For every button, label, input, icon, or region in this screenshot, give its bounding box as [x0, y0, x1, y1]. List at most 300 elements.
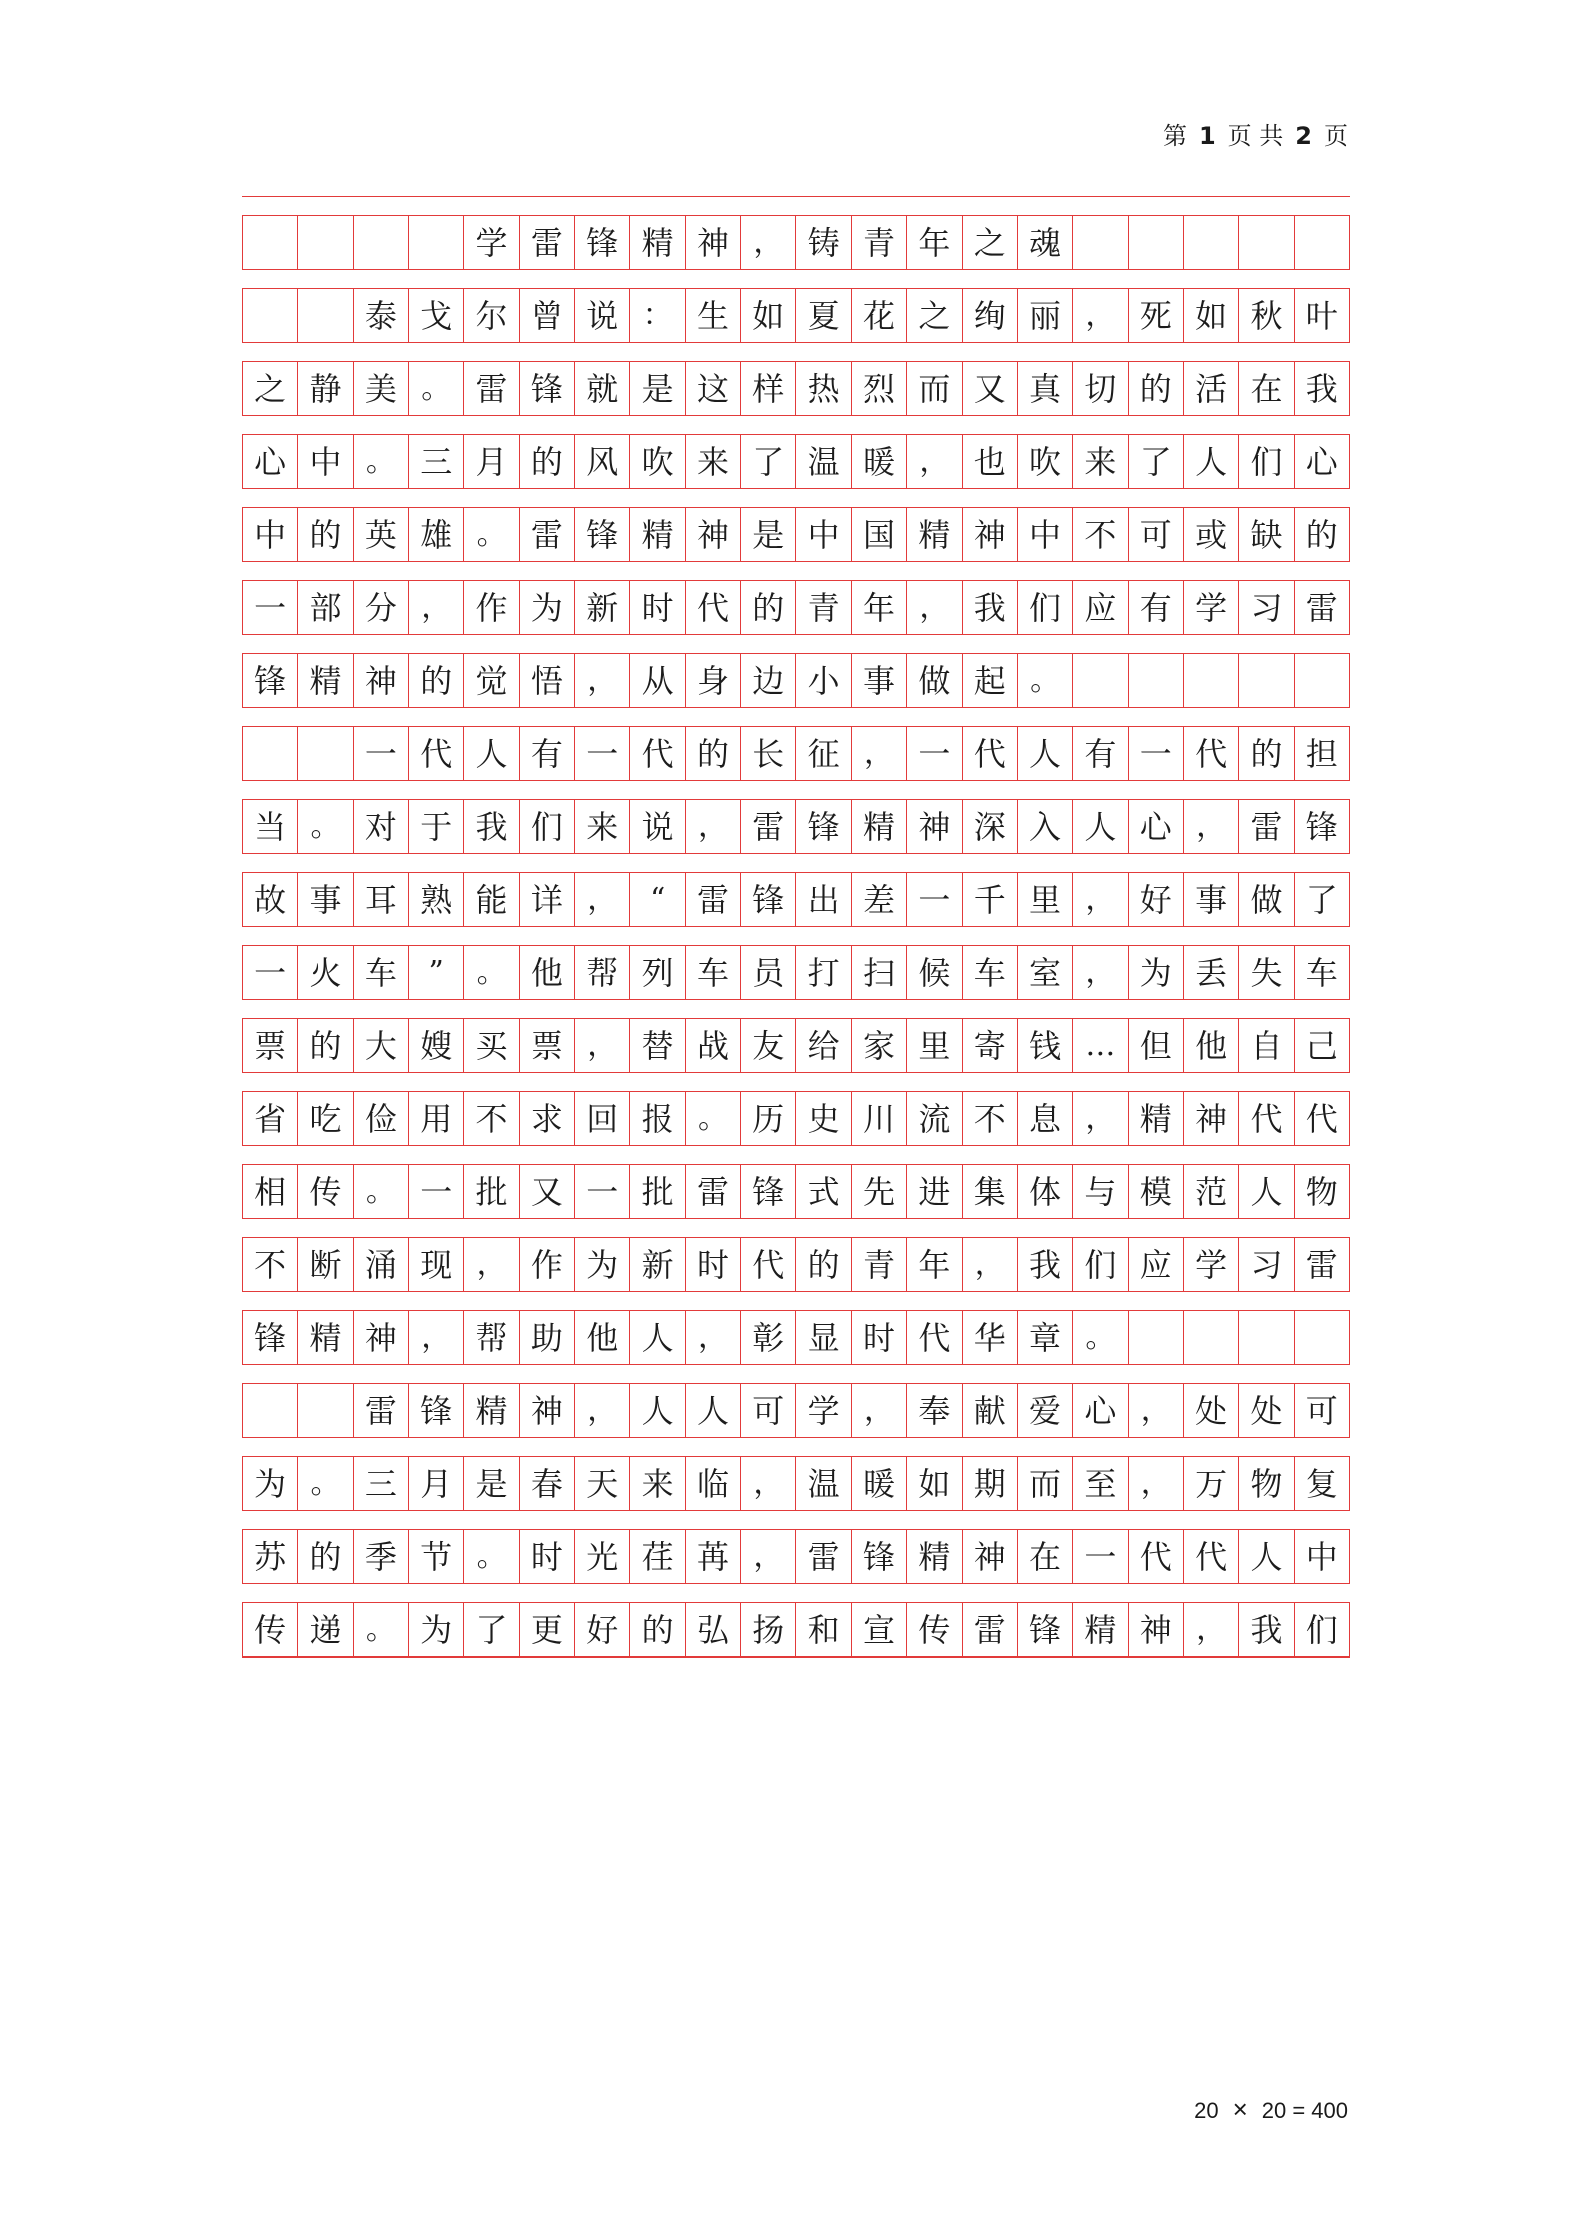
- grid-cell: 也: [963, 435, 1018, 488]
- grid-cell: 作: [520, 1238, 575, 1291]
- grid-cell: 死: [1129, 289, 1184, 342]
- grid-cell: 人: [686, 1384, 741, 1437]
- grid-gap: [242, 781, 1350, 800]
- grid-cell: 不: [464, 1092, 519, 1145]
- page-indicator: [1163, 116, 1348, 151]
- grid-cell: 一: [243, 946, 298, 999]
- grid-cell: 样: [741, 362, 796, 415]
- grid-cell: 中: [1018, 508, 1073, 561]
- grid-row: [242, 508, 1350, 562]
- grid-cell: 人: [1073, 800, 1128, 853]
- grid-gap: [242, 1219, 1350, 1238]
- grid-cell: 天: [575, 1457, 630, 1510]
- grid-cell: “: [630, 873, 685, 926]
- grid-size-note: [1194, 2094, 1348, 2125]
- grid-cell: 报: [630, 1092, 685, 1145]
- grid-cell: 我: [464, 800, 519, 853]
- grid-cell: 批: [464, 1165, 519, 1218]
- grid-cell: 花: [852, 289, 907, 342]
- grid-cell: ，: [741, 1457, 796, 1510]
- grid-cell: 神: [354, 1311, 409, 1364]
- grid-cell: 断: [298, 1238, 353, 1291]
- grid-cell: 代: [686, 581, 741, 634]
- grid-cell: 我: [963, 581, 1018, 634]
- grid-cell: 是: [464, 1457, 519, 1510]
- grid-cell: 神: [1184, 1092, 1239, 1145]
- grid-row: [242, 1384, 1350, 1438]
- grid-cell: 神: [354, 654, 409, 707]
- grid-cell: 又: [520, 1165, 575, 1218]
- grid-cell: 的: [409, 654, 464, 707]
- grid-cell: 锋: [741, 873, 796, 926]
- grid-cell: 锋: [520, 362, 575, 415]
- grid-row: [242, 800, 1350, 854]
- grid-cell: 担: [1295, 727, 1350, 780]
- grid-cell: 万: [1184, 1457, 1239, 1510]
- grid-cell: 可: [741, 1384, 796, 1437]
- grid-cell: ，: [1073, 1092, 1128, 1145]
- grid-cell: 先: [852, 1165, 907, 1218]
- grid-row: [242, 654, 1350, 708]
- grid-cell: 泰: [354, 289, 409, 342]
- grid-cell: ，: [1073, 946, 1128, 999]
- grid-cell: 物: [1239, 1457, 1294, 1510]
- grid-cell: 做: [907, 654, 962, 707]
- grid-cell: 做: [1239, 873, 1294, 926]
- grid-cell: 温: [796, 1457, 851, 1510]
- grid-cell: 又: [963, 362, 1018, 415]
- grid-gap: [242, 1073, 1350, 1092]
- grid-cell: 们: [520, 800, 575, 853]
- grid-cell: 精: [1129, 1092, 1184, 1145]
- grid-cell: 心: [243, 435, 298, 488]
- grid-cell: 吃: [298, 1092, 353, 1145]
- grid-cell: 于: [409, 800, 464, 853]
- grid-cell: 锋: [1295, 800, 1350, 853]
- grid-cell: 帮: [575, 946, 630, 999]
- grid-cell: ，: [575, 1384, 630, 1437]
- grid-cell: 模: [1129, 1165, 1184, 1218]
- grid-cell: 尔: [464, 289, 519, 342]
- grid-cell: 烈: [852, 362, 907, 415]
- grid-cell: 爱: [1018, 1384, 1073, 1437]
- grid-cell: 票: [520, 1019, 575, 1072]
- grid-cell: 心: [1073, 1384, 1128, 1437]
- grid-gap: [242, 635, 1350, 654]
- grid-cell: 是: [741, 508, 796, 561]
- grid-cell: [298, 216, 353, 269]
- grid-cell: 代: [630, 727, 685, 780]
- grid-cell: 吹: [1018, 435, 1073, 488]
- grid-cell: 票: [243, 1019, 298, 1072]
- grid-cell: 魂: [1018, 216, 1073, 269]
- grid-cell: [1239, 1311, 1294, 1364]
- grid-cell: 弘: [686, 1603, 741, 1656]
- grid-cell: 息: [1018, 1092, 1073, 1145]
- grid-cell: [1295, 654, 1350, 707]
- grid-cell: 川: [852, 1092, 907, 1145]
- grid-cell: ，: [907, 581, 962, 634]
- grid-cell: 习: [1239, 1238, 1294, 1291]
- grid-cell: 神: [686, 216, 741, 269]
- grid-cell: 夏: [796, 289, 851, 342]
- grid-cell: 吹: [630, 435, 685, 488]
- grid-cell: ，: [1184, 1603, 1239, 1656]
- grid-row: [242, 581, 1350, 635]
- grid-gap: [242, 270, 1350, 289]
- grid-cell: 时: [686, 1238, 741, 1291]
- grid-cell: 精: [630, 216, 685, 269]
- grid-cell: 神: [963, 1530, 1018, 1583]
- grid-cell: 在: [1239, 362, 1294, 415]
- grid-cell: 温: [796, 435, 851, 488]
- grid-cell: [1129, 216, 1184, 269]
- grid-cell: 的: [298, 508, 353, 561]
- grid-cell: 一: [243, 581, 298, 634]
- grid-cell: 车: [1295, 946, 1350, 999]
- grid-cell: ，: [575, 873, 630, 926]
- grid-cell: 一: [575, 727, 630, 780]
- grid-cell: 的: [1295, 508, 1350, 561]
- grid-cell: 锋: [741, 1165, 796, 1218]
- grid-cell: 体: [1018, 1165, 1073, 1218]
- grid-cell: 光: [575, 1530, 630, 1583]
- grid-cell: ，: [575, 1019, 630, 1072]
- grid-cell: ，: [852, 727, 907, 780]
- grid-cell: 雷: [741, 800, 796, 853]
- grid-cell: 戈: [409, 289, 464, 342]
- grid-cell: 说: [575, 289, 630, 342]
- grid-cell: 的: [1129, 362, 1184, 415]
- grid-cell: 有: [1073, 727, 1128, 780]
- grid-cell: 觉: [464, 654, 519, 707]
- grid-cell: 献: [963, 1384, 1018, 1437]
- grid-cell: 室: [1018, 946, 1073, 999]
- grid-cell: 一: [575, 1165, 630, 1218]
- grid-cell: 省: [243, 1092, 298, 1145]
- grid-gap: [242, 489, 1350, 508]
- grid-cell: 而: [1018, 1457, 1073, 1510]
- grid-cell: 处: [1239, 1384, 1294, 1437]
- grid-cell: 锋: [243, 654, 298, 707]
- grid-cell: [1239, 654, 1294, 707]
- grid-cell: 神: [907, 800, 962, 853]
- grid-cell: 而: [907, 362, 962, 415]
- grid-cell: 雷: [686, 873, 741, 926]
- grid-cell: 章: [1018, 1311, 1073, 1364]
- grid-cell: 身: [686, 654, 741, 707]
- grid-cell: 们: [1018, 581, 1073, 634]
- grid-cell: 悟: [520, 654, 575, 707]
- grid-cell: 小: [796, 654, 851, 707]
- grid-row: [242, 946, 1350, 1000]
- grid-cell: ，: [1129, 1384, 1184, 1437]
- grid-cell: 。: [298, 800, 353, 853]
- grid-cell: 之: [963, 216, 1018, 269]
- grid-cell: 。: [1018, 654, 1073, 707]
- grid-cell: 学: [1184, 581, 1239, 634]
- page-current: 1: [1198, 122, 1216, 150]
- grid-row: [242, 1457, 1350, 1511]
- grid-cell: 批: [630, 1165, 685, 1218]
- grid-cell: 人: [630, 1311, 685, 1364]
- grid-cell: 青: [796, 581, 851, 634]
- grid-cell: 神: [520, 1384, 575, 1437]
- grid-cell: 苒: [686, 1530, 741, 1583]
- grid-cell: 的: [298, 1530, 353, 1583]
- grid-cell: 雷: [354, 1384, 409, 1437]
- grid-gap: [242, 927, 1350, 946]
- grid-cell: 我: [1018, 1238, 1073, 1291]
- grid-cell: 暖: [852, 1457, 907, 1510]
- grid-cell: 精: [298, 1311, 353, 1364]
- grid-cell: 他: [575, 1311, 630, 1364]
- grid-cell: 俭: [354, 1092, 409, 1145]
- grid-cell: 生: [686, 289, 741, 342]
- grid-cell: 集: [963, 1165, 1018, 1218]
- grid-cell: 中: [243, 508, 298, 561]
- grid-cell: 奉: [907, 1384, 962, 1437]
- grid-cell: 国: [852, 508, 907, 561]
- grid-gap: [242, 416, 1350, 435]
- grid-row: [242, 1019, 1350, 1073]
- grid-cell: 的: [796, 1238, 851, 1291]
- grid-cell: 有: [520, 727, 575, 780]
- grid-cell: 式: [796, 1165, 851, 1218]
- grid-cell: 好: [1129, 873, 1184, 926]
- grid-cell: [243, 727, 298, 780]
- grid-row: [242, 1311, 1350, 1365]
- grid-cell: 之: [907, 289, 962, 342]
- grid-cell: 史: [796, 1092, 851, 1145]
- grid-cell: 出: [796, 873, 851, 926]
- grid-cell: 不: [963, 1092, 1018, 1145]
- grid-cell: 锋: [409, 1384, 464, 1437]
- grid-row: [242, 216, 1350, 270]
- grid-cell: 列: [630, 946, 685, 999]
- grid-cell: 好: [575, 1603, 630, 1656]
- grid-cell: 风: [575, 435, 630, 488]
- grid-cell: 物: [1295, 1165, 1350, 1218]
- grid-cell: 心: [1295, 435, 1350, 488]
- grid-cell: 。: [409, 362, 464, 415]
- grid-cell: 静: [298, 362, 353, 415]
- grid-cell: [298, 289, 353, 342]
- grid-row: [242, 289, 1350, 343]
- grid-cell: 新: [575, 581, 630, 634]
- grid-cell: 能: [464, 873, 519, 926]
- grid-cell: 如: [1184, 289, 1239, 342]
- grid-cell: 扬: [741, 1603, 796, 1656]
- grid-cell: [243, 289, 298, 342]
- grid-cell: 差: [852, 873, 907, 926]
- grid-cell: 部: [298, 581, 353, 634]
- grid-gap: [242, 1584, 1350, 1603]
- grid-cell: 锋: [852, 1530, 907, 1583]
- grid-cell: 荏: [630, 1530, 685, 1583]
- grid-cell: 人: [1239, 1530, 1294, 1583]
- grid-cell: 雷: [520, 508, 575, 561]
- grid-cell: 华: [963, 1311, 1018, 1364]
- grid-cell: 一: [1073, 1530, 1128, 1583]
- grid-cell: 三: [409, 435, 464, 488]
- grid-cell: 之: [243, 362, 298, 415]
- grid-cell: 征: [796, 727, 851, 780]
- grid-cell: 时: [852, 1311, 907, 1364]
- grid-gap: [242, 1292, 1350, 1311]
- grid-cell: …: [1073, 1019, 1128, 1072]
- grid-cell: 是: [630, 362, 685, 415]
- grid-cell: 的: [686, 727, 741, 780]
- grid-cell: 的: [630, 1603, 685, 1656]
- grid-cell: [1239, 216, 1294, 269]
- grid-cell: 帮: [464, 1311, 519, 1364]
- grid-cell: 复: [1295, 1457, 1350, 1510]
- grid-cell: 入: [1018, 800, 1073, 853]
- grid-cell: ，: [907, 435, 962, 488]
- grid-cell: 三: [354, 1457, 409, 1510]
- grid-cell: 秋: [1239, 289, 1294, 342]
- grid-cell: 一: [409, 1165, 464, 1218]
- grid-cell: 雷: [1295, 1238, 1350, 1291]
- grid-cell: 为: [409, 1603, 464, 1656]
- grid-cell: 人: [630, 1384, 685, 1437]
- grid-cell: 中: [298, 435, 353, 488]
- grid-gap: [242, 1146, 1350, 1165]
- grid-cell: 寄: [963, 1019, 1018, 1072]
- grid-cell: 人: [1018, 727, 1073, 780]
- grid-cell: [1184, 1311, 1239, 1364]
- grid-cell: 涌: [354, 1238, 409, 1291]
- grid-cell: 年: [907, 216, 962, 269]
- grid-cell: 活: [1184, 362, 1239, 415]
- grid-cell: 来: [686, 435, 741, 488]
- page-prefix: 第: [1162, 122, 1187, 150]
- grid-cell: 但: [1129, 1019, 1184, 1072]
- grid-cell: 年: [852, 581, 907, 634]
- grid-cell: 时: [630, 581, 685, 634]
- grid-cell: 代: [1295, 1092, 1350, 1145]
- grid-cell: 或: [1184, 508, 1239, 561]
- grid-cell: ，: [464, 1238, 519, 1291]
- grid-cell: 的: [741, 581, 796, 634]
- grid-cell: 人: [464, 727, 519, 780]
- grid-cell: 事: [1184, 873, 1239, 926]
- grid-cell: ，: [1184, 800, 1239, 853]
- grid-cell: 为: [243, 1457, 298, 1510]
- grid-cell: 用: [409, 1092, 464, 1145]
- grid-cell: 在: [1018, 1530, 1073, 1583]
- grid-cell: 雷: [963, 1603, 1018, 1656]
- manuscript-grid: [242, 196, 1350, 1658]
- grid-cell: 可: [1295, 1384, 1350, 1437]
- grid-cell: 详: [520, 873, 575, 926]
- grid-cell: 说: [630, 800, 685, 853]
- grid-cell: 己: [1295, 1019, 1350, 1072]
- grid-cell: 暖: [852, 435, 907, 488]
- grid-cell: 来: [630, 1457, 685, 1510]
- grid-cell: 雷: [1239, 800, 1294, 853]
- grid-cell: 叶: [1295, 289, 1350, 342]
- grid-cell: 了: [464, 1603, 519, 1656]
- grid-cell: [1184, 654, 1239, 707]
- grid-gap: [242, 854, 1350, 873]
- grid-cell: [243, 1384, 298, 1437]
- grid-cell: 车: [963, 946, 1018, 999]
- grid-cell: 美: [354, 362, 409, 415]
- grid-cell: 学: [464, 216, 519, 269]
- grid-cell: 。: [686, 1092, 741, 1145]
- grid-cell: 火: [298, 946, 353, 999]
- grid-cell: 年: [907, 1238, 962, 1291]
- grid-total: 20 = 400: [1261, 2098, 1348, 2123]
- grid-cell: [1295, 216, 1350, 269]
- grid-cell: [1073, 216, 1128, 269]
- grid-gap: [242, 1365, 1350, 1384]
- grid-cell: ，: [852, 1384, 907, 1437]
- grid-cell: 习: [1239, 581, 1294, 634]
- grid-cell: 钱: [1018, 1019, 1073, 1072]
- grid-cell: 。: [354, 435, 409, 488]
- grid-cell: 铸: [796, 216, 851, 269]
- grid-cell: [243, 216, 298, 269]
- grid-cell: 节: [409, 1530, 464, 1583]
- grid-cell: 和: [796, 1603, 851, 1656]
- grid-cell: 绚: [963, 289, 1018, 342]
- grid-cell: 雷: [464, 362, 519, 415]
- grid-cell: 扫: [852, 946, 907, 999]
- grid-cell: 传: [907, 1603, 962, 1656]
- page-total: 2: [1295, 122, 1312, 150]
- grid-cell: 代: [963, 727, 1018, 780]
- grid-cell: 如: [907, 1457, 962, 1510]
- grid-cell: 范: [1184, 1165, 1239, 1218]
- grid-cell: 期: [963, 1457, 1018, 1510]
- page-middle: 页 共: [1227, 122, 1284, 150]
- grid-row: [242, 1238, 1350, 1292]
- grid-cell: 自: [1239, 1019, 1294, 1072]
- grid-cell: 买: [464, 1019, 519, 1072]
- grid-cell: 对: [354, 800, 409, 853]
- grid-cell: 切: [1073, 362, 1128, 415]
- grid-cell: 了: [1129, 435, 1184, 488]
- grid-cell: [1295, 1311, 1350, 1364]
- grid-cell: 新: [630, 1238, 685, 1291]
- grid-cell: 员: [741, 946, 796, 999]
- grid-cell: 事: [298, 873, 353, 926]
- grid-gap: [242, 1000, 1350, 1019]
- grid-cell: 人: [1184, 435, 1239, 488]
- grid-cell: 大: [354, 1019, 409, 1072]
- grid-cell: 精: [298, 654, 353, 707]
- grid-cell: 打: [796, 946, 851, 999]
- grid-cell: [1184, 216, 1239, 269]
- grid-cell: 他: [1184, 1019, 1239, 1072]
- grid-cell: 深: [963, 800, 1018, 853]
- grid-cell: 显: [796, 1311, 851, 1364]
- grid-cell: 青: [852, 1238, 907, 1291]
- grid-cell: 耳: [354, 873, 409, 926]
- grid-cell: 锋: [575, 216, 630, 269]
- grid-cell: 不: [1073, 508, 1128, 561]
- grid-cell: ：: [630, 289, 685, 342]
- grid-cell: ，: [741, 216, 796, 269]
- grid-cell: ，: [1073, 873, 1128, 926]
- grid-cell: 月: [464, 435, 519, 488]
- grid-cell: 友: [741, 1019, 796, 1072]
- grid-cell: 热: [796, 362, 851, 415]
- grid-cell: 应: [1129, 1238, 1184, 1291]
